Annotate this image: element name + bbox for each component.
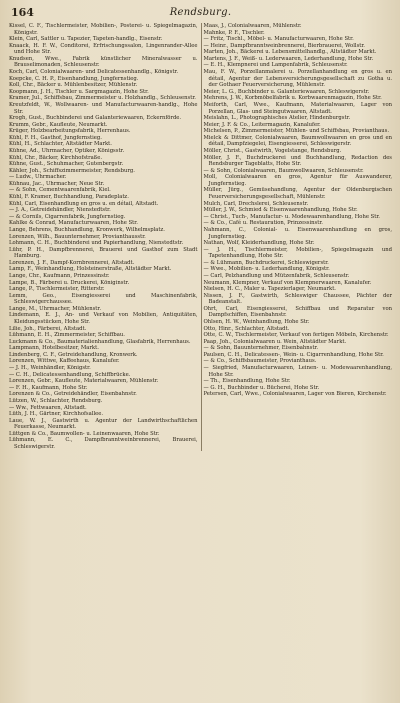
directory-entry: — C. H., Delicatessenhandlung, Schiffbrücke. bbox=[9, 371, 131, 378]
running-head: Rendsburg. bbox=[169, 7, 232, 18]
right-column bbox=[204, 23, 393, 451]
directory-entry: — Wwe., Mobilien- u. Lederhandlung, Königstr. bbox=[203, 266, 330, 273]
directory-entry: — Ww., Fettwaaren, Altstadt. bbox=[9, 404, 87, 411]
directory-entry: Kühl, H., Schlachter, Altstädter Markt. bbox=[9, 141, 112, 148]
directory-entry: Lohmann, C. H., Buchbinderei und Papierhandlung, Nienstedtstr. bbox=[9, 240, 184, 247]
directory-entry: Nathan, Wolf, Kleiderhandlung, Hohe Str. bbox=[203, 240, 315, 247]
directory-entry: Lorenzen, J. F., Dampf-Kornbrennerei, Altstadt. bbox=[9, 259, 135, 266]
directory-entry: Kühl, F. Kramer, Buchhandlung, Paradeplatz. bbox=[9, 194, 129, 201]
directory-entry: Neumann, Klempner, Verkauf von Klempnerwaaren, Kanalufer. bbox=[203, 279, 372, 286]
directory-entry: Kreutzfeldt, W., Wollwaaren- und Manufacturwaaren-handlg., Hohe Str. bbox=[9, 101, 198, 115]
directory-entry: Koopmann, J. H., Tischler u. Sargmagazin, Hohe Str. bbox=[9, 88, 149, 95]
page-header bbox=[9, 6, 392, 20]
directory-entry: Lühr, P. H., Dampfbrennerei, Brauerei und Gasthof zum Stadt Hamburg. bbox=[9, 246, 198, 260]
directory-entry: Meislahn, L., Photographisches Atelier, Hindenburgstr. bbox=[203, 115, 351, 122]
directory-entry: Mahnke, P. F., Tischler. bbox=[203, 29, 265, 36]
directory-entry: Lemm, Geo., Eisengiesserei und Maschinenfabrik, Schleswigerchaussee. bbox=[9, 292, 198, 306]
directory-entry: — Siegfried, Manufacturwaaren, Leinen- u. Modewaarenhandlung, Hohe Str. bbox=[203, 365, 392, 378]
directory-entry: Lange, Behrens, Buchhandlung, Kronwerk, Wilhelmsplatz. bbox=[9, 226, 165, 233]
directory-entry: — Th., Eisenhandlung, Hohe Str. bbox=[203, 378, 291, 385]
directory-entry: Kühnau, Jac., Uhrmacher, Neue Str. bbox=[9, 180, 105, 187]
directory-entry: Marten, Joh., Bäckerei u. Lebensmittelhandlg., Altstädter Markt. bbox=[203, 49, 377, 56]
directory-entry: Nahmann, C., Colonial- u. Eisenwaarenhandlung en gros, Jungfernstieg. bbox=[203, 226, 392, 240]
directory-entry: Lindemann, E. J., An- und Verkauf von Mobilien, Antiquitäten, Kleidungsstücken, Hohe Str. bbox=[9, 312, 198, 326]
directory-entry: Lange, P., Tischlermeister, Ritterstr. bbox=[9, 286, 105, 293]
directory-entry: Krüger, Holzbearbeitungsfabrik, Herrenhaus. bbox=[9, 128, 131, 135]
directory-entry: Kühne, Ad., Uhrmacher, Optiker, Königsstr. bbox=[9, 147, 125, 154]
directory-entry: Lühmann, E. H., Zimmermeister, Schiffbau. bbox=[9, 332, 125, 339]
directory-entry: Möller, Christ., Gastwirth, Vogelstange, Rendsburg. bbox=[203, 147, 342, 154]
directory-entry: Kühne, Gust., Schuhmacher, Gutenbergstr. bbox=[9, 161, 124, 168]
directory-entry: Meiforth, Carl, Wwe., Kaufmann, Materialwaaren, Lager von Porzellan, Glas- und Steingutwaaren, Altstadt. bbox=[203, 101, 392, 115]
directory-entry: Mulch, Carl, Drechslerei, Schleusenstr. bbox=[203, 200, 309, 207]
directory-entry: — & Sohn, Cementwaarenfabrik, Kiel. bbox=[9, 187, 111, 194]
directory-entry: Martens, J. F., Weiß- u. Lederwaaren, Lederhandlung, Hohe Str. bbox=[203, 55, 374, 62]
directory-entry: Lützen, W., Schlachter, Rendsburg. bbox=[9, 397, 103, 404]
directory-entry: Mehrens, J. W., Korbmöbelfabrik u. Korbwaarenmagazin, Hohe Str. bbox=[203, 95, 382, 102]
directory-entry: — J. H., Weinhändler, Königstr. bbox=[9, 365, 91, 372]
directory-entry: Klein, Carl, Sattler u. Tapezier, Tapeten-handlg., Eisenstr. bbox=[9, 36, 163, 43]
directory-entry: Laue, W. J., Gastwirth u. Agentur der Landwirthschaftlichen Feuerkasse, Neumarkt. bbox=[9, 417, 198, 431]
directory-entry: Mielck & Dittmer, Colonialwaaren, Baumwollwaaren en gros und en détail, Dampfziegelei, Eisengiesserei, Schleswigerstr. bbox=[203, 134, 392, 148]
directory-entry: Knudsen, Wwe., Fabrik künstlicher Mineralwasser u. Brauselimonaden, Schleusenstr. bbox=[9, 55, 198, 69]
directory-entry: Müller, Jürg., Gemüsehandlung, Agentur der Oldenburgischen Feuerversicherungsgesellschaft, Mühlenstr. bbox=[203, 187, 392, 201]
directory-entry: Lilie, Joh., Färberei, Altstadt. bbox=[9, 325, 87, 332]
directory-entry: Lorenzen, Gebr., Kaufleute, Materialwaaren, Mühlenstr. bbox=[9, 378, 159, 385]
directory-entry: Krumm, Gebr., Kaufleute, Neumarkt. bbox=[9, 121, 108, 128]
directory-entry: Maas, J., Colonialwaaren, Mühlenstr. bbox=[203, 23, 302, 29]
directory-entry: Lorenzen, Wittwe, Kaffeehaus, Kanalufer. bbox=[9, 358, 120, 365]
directory-entry: — & Co., Schiffsbaumeister, Provianthaus. bbox=[203, 358, 317, 365]
directory-entry: Moll, Colonialwaaren en gros, Agentur für Auswanderer, Jungfernstieg. bbox=[203, 174, 392, 187]
directory-entry: — Fritz, Tischl., Möbel- u. Manufacturwaaren, Hohe Str. bbox=[203, 36, 354, 43]
directory-entry: Paulsen, C. H., Delicatessen-, Wein- u. Cigarrenhandlung, Hohe Str. bbox=[203, 351, 384, 358]
text-columns bbox=[9, 23, 392, 451]
left-column bbox=[9, 23, 198, 451]
directory-entry: Koll, Chr., Bäcker u. Mühlenbesitzer, Mühlenstr. bbox=[9, 82, 138, 89]
directory-entry: Meier, L. G., Buchbinder u. Galanteriewaaren, Schleswigerstr. bbox=[203, 88, 370, 95]
directory-entry: Lorenzen & Co., Getreidehändler, Eisenbahnstr. bbox=[9, 391, 137, 398]
directory-entry: — & Cornils, Cigarrenfabrik, Jungfernstieg. bbox=[9, 213, 126, 220]
directory-entry: Lamp, F., Weinhandlung, Holsteinerstraße, Altstädter Markt. bbox=[9, 266, 172, 273]
directory-entry: Lampmann, Hotelbesitzer, Markt. bbox=[9, 345, 99, 352]
directory-entry: — J. A., Getreidehändler, Nienstedtstr. bbox=[9, 207, 111, 214]
directory-entry: — Heinr., Dampfbranntweinbrennerei, Bierbrauerei, Wollstr. bbox=[203, 42, 365, 49]
directory-entry: Lange, M., Uhrmacher, Mühlenstr. bbox=[9, 305, 102, 312]
directory-entry: Ohlsen, H. W., Weinhandlung, Hohe Str. bbox=[203, 319, 310, 326]
directory-entry: Kühl, Carl, Eisenhandlung en gros u. en détail, Altstadt. bbox=[9, 200, 159, 207]
directory-entry: — & Sohn, Colonialwaaren, Baumwollwaaren, Schleusenstr. bbox=[203, 167, 364, 174]
directory-entry: Otto, Hinr., Schlachter, Altstadt. bbox=[203, 325, 290, 332]
directory-entry: Lüttgen & Co., Baumwollen- u. Leinenwaaren, Hohe Str. bbox=[9, 430, 160, 437]
directory-entry: Lorenzen, Wilh., Bauunternehmer, Provianthausstr. bbox=[9, 233, 146, 240]
directory-entry: Kahlke & Conrad, Manufacturwaaren, Hohe Str. bbox=[9, 220, 138, 227]
directory-entry: Lüth, J. H., Gärtner, Kirchhofsallee. bbox=[9, 411, 104, 418]
directory-entry: Lampe, B., Färberei u. Druckerei, Königinstr. bbox=[9, 279, 130, 286]
directory-entry: — & Co., Café u. Restauration, Prinzessinstr. bbox=[203, 220, 323, 227]
directory-entry: Otte, C. W., Tischlermeister, Verkauf von fertigen Möbeln, Kirchenstr. bbox=[203, 332, 389, 339]
directory-entry: — & Lühmann, Buchdruckerei, Schleswigerstr. bbox=[203, 259, 329, 266]
directory-entry: Krogh, Gust., Buchbinderei und Galanteriewaaren, Eckernförde. bbox=[9, 115, 182, 122]
directory-entry: Ohrt, Carl, Eisengiesserei, Schiffbau und Reparatur von Dampfschiffen, Eisenbahnstr. bbox=[203, 305, 392, 319]
directory-entry: Lindenberg, C. F., Getreidehandlung, Kronwerk. bbox=[9, 351, 138, 358]
directory-entry: Petersen, Carl, Wwe., Colonialwaaren, Lager von Bieren, Kirchenstr. bbox=[203, 391, 387, 398]
directory-entry: — Ludw., Uhrmacher. bbox=[9, 174, 67, 181]
directory-entry: Kissel, C. F., Tischlermeister, Mobilien-, Posterei- u. Spiegelmagazin, Königstr. bbox=[9, 23, 198, 36]
directory-entry: Koch, Carl, Colonialwaaren- und Delicatessenhandlg., Königstr. bbox=[9, 69, 179, 76]
directory-entry: Paap, Joh., Colonialwaaren u. Wein, Altstädter Markt. bbox=[203, 338, 347, 345]
directory-entry: — J. H., Tischlermeister, Mobilien-, Spiegelmagazin und Tapetenhandlung, Hohe Str. bbox=[203, 246, 392, 260]
directory-entry: — E. H., Klempnerei und Lampenfabrik, Schleusenstr. bbox=[203, 62, 348, 69]
directory-entry: Kähler, Joh., Schiffszimmermeister, Rendsburg. bbox=[9, 167, 135, 174]
directory-entry: Meier, J. F. & Co., Leitermagazin, Kanalufer. bbox=[203, 121, 321, 128]
directory-entry: — G. H., Buchbinder u. Bücherei, Hohe Str. bbox=[203, 384, 320, 391]
directory-entry: — Carl, Pelzhandlung und Mützenfabrik, Schleusenstr. bbox=[203, 272, 350, 279]
directory-entry: Kühl, Chr., Bäcker, Kirchhofstraße. bbox=[9, 154, 103, 161]
directory-entry: Michelsen, P., Zimmermeister, Mühlen- und Schiffsbau, Provianthaus. bbox=[203, 128, 389, 135]
directory-entry: — Christ., Tuch-, Manufactur- u. Modewaarenhandlung, Hohe Str. bbox=[203, 213, 380, 220]
directory-entry: Koepcke, C. H. P., Eisenhandlung, Jungfernstieg. bbox=[9, 75, 139, 82]
directory-entry: Nielsen, H. C., Maler u. Tapezierlager, Neumarkt. bbox=[203, 286, 336, 293]
directory-entry: — & Sohn, Bauunternehmer, Eisenbahnstr. bbox=[203, 345, 319, 352]
page-number: 164 bbox=[11, 6, 34, 19]
directory-entry: Lühmann, E. C., Dampfbranntweinbrennerei, Brauerei, Schleswigerstr. bbox=[9, 437, 198, 450]
directory-entry: Mau, F. W., Porzellanmalerei u. Porzellanhandlung en gros u. en détail, Agentur der Lebensversicherungsgesellschaft zu Gotha u. der Gothaer Feuerversicherung, Mühlenstr. bbox=[203, 69, 392, 89]
directory-entry: Kühl, F. H., Gasthof, Jungfernstieg. bbox=[9, 134, 102, 141]
column-divider bbox=[201, 23, 202, 451]
directory-entry: Lange, Chr., Kaufmann, Prinzessinstr. bbox=[9, 272, 110, 279]
directory-entry: Knaack, H. F. W., Conditorei, Erfrischungssalon, Lingenrander-Allee und Hohe Str. bbox=[9, 42, 198, 56]
directory-entry: Möller, J. F., Buchdruckerei und Buchhandlung, Redaction des Rendsburger Tageblatts, Hohe Str. bbox=[203, 154, 392, 168]
directory-entry: — F. H., Kaufmann, Hohe Str. bbox=[9, 384, 88, 391]
directory-entry: Müller, J. W., Schmied & Eisenwaarenhandlung, Hohe Str. bbox=[203, 207, 358, 214]
directory-entry: Kramer, Jul., Schiffsbau, Zimmermeister u. Holzhandlg., Schleusenstr. bbox=[9, 95, 196, 102]
directory-entry: Nissen, J. F., Gastwirth, Schleswiger Chaussee, Pächter der Badeanstalt. bbox=[203, 292, 392, 306]
directory-entry: Luckmann & Co., Baumaterialienhandlung, Glasfabrik, Herrenhaus. bbox=[9, 338, 191, 345]
